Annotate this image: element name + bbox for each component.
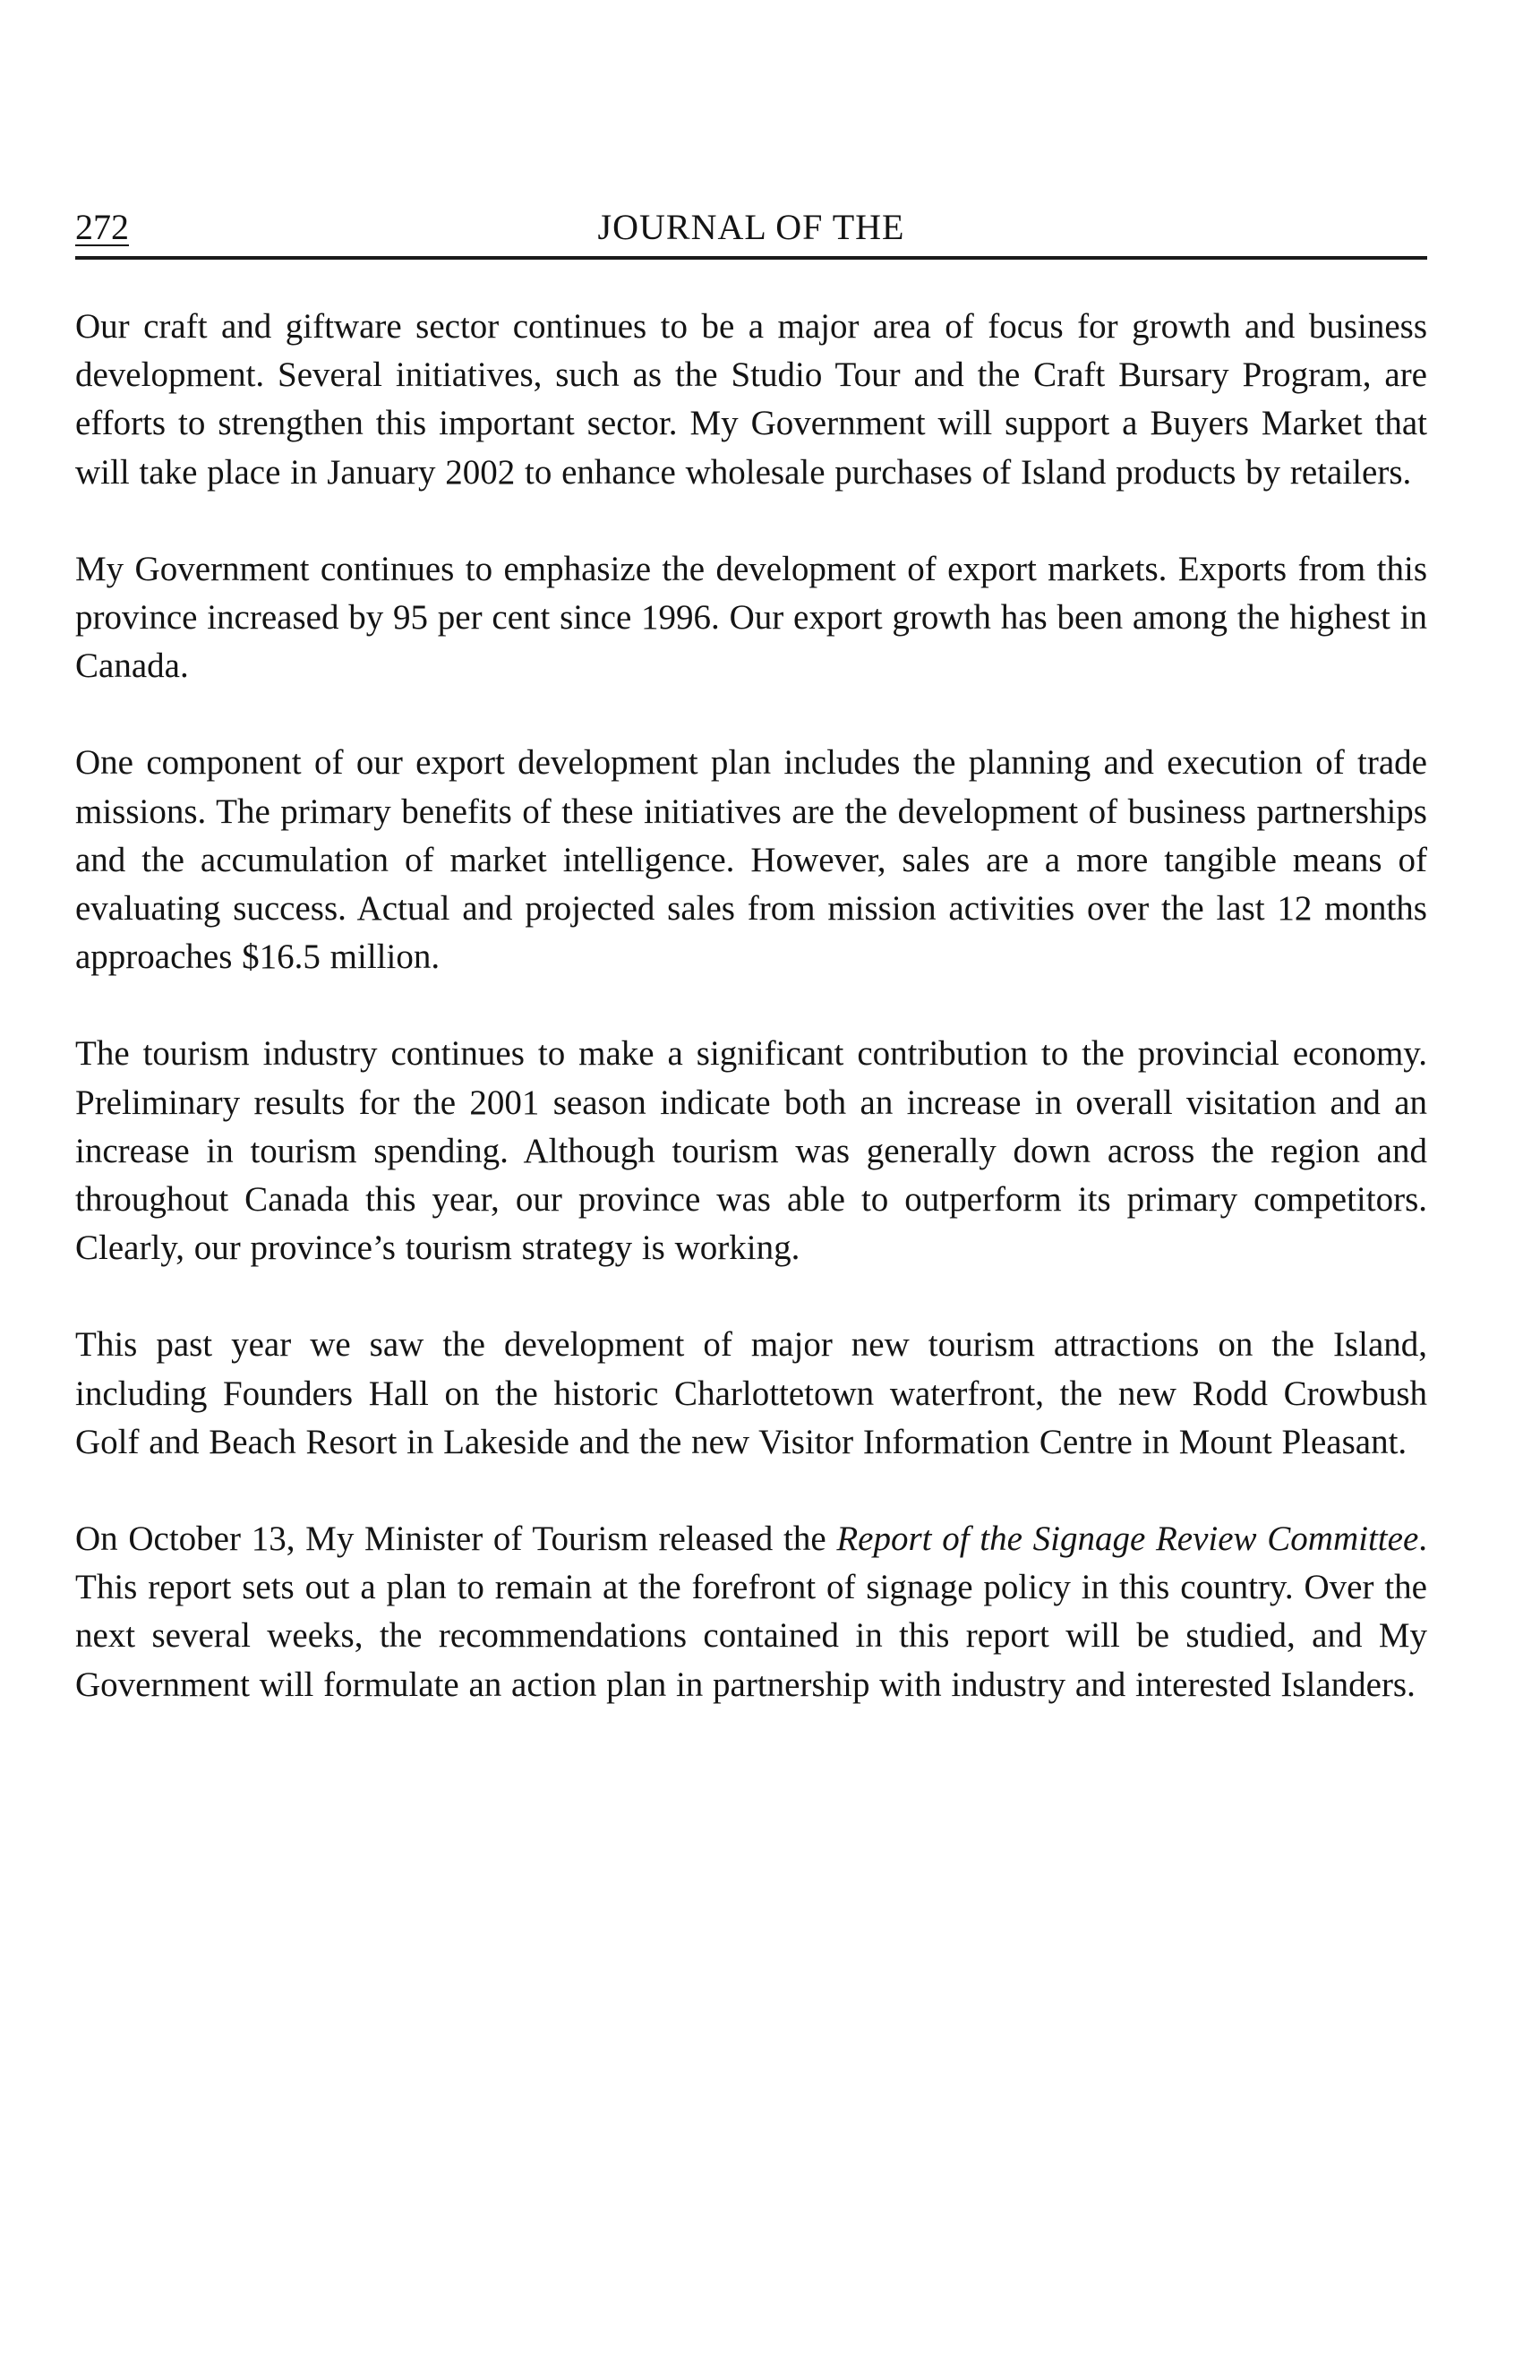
signage-text-after: . This report sets out a plan to remain at the forefront of signage policy in this country. Over the next several weeks, the recommendations contained in this report will be studied, and My Government will formulate an action plan in partnership with industry and interested Islanders.	[75, 1520, 1427, 1704]
paragraph-signage-report	[75, 1515, 1427, 1709]
signage-text-before: On October 13, My Minister of Tourism released the	[75, 1520, 837, 1559]
paragraph-trade-missions: One component of our export development plan includes the planning and execution of trade missions. The primary benefits of these initiatives are the development of business partnerships and the accumulation of market intelligence. However, sales are a more tangible means of evaluating success. Actual and projected sales from mission activities over the last 12 months approaches $16.5 million.	[75, 743, 1427, 977]
report-title: Report of the Signage Review Committee	[836, 1520, 1419, 1559]
paragraph-craft-giftware: Our craft and giftware sector continues to be a major area of focus for growth and business development. Several initiatives, such as the Studio Tour and the Craft Bursary Program, are efforts to strengthen this important sector. My Government will support a Buyers Market that will take place in January 2002 to enhance wholesale purchases of Island products by retailers.	[75, 307, 1427, 492]
paragraph-tourism-industry: The tourism industry continues to make a significant contribution to the provincial economy. Preliminary results for the 2001 season indicate both an increase in overall visitation and an increase in tourism spending. Although tourism was generally down across the region and throughout Canada this year, our province was able to outperform its primary competitors. Clearly, our province’s tourism strategy is working.	[75, 1034, 1427, 1268]
page-number: 272	[75, 207, 129, 247]
paragraph-tourism-attractions: This past year we saw the development of major new tourism attractions on the Island, including Founders Hall on the historic Charlottetown waterfront, the new Rodd Crowbush Golf and Beach Resort in Lakeside and the new Visitor Information Centre in Mount Pleasant.	[75, 1325, 1427, 1461]
journal-title: JOURNAL OF THE	[597, 207, 905, 247]
paragraph-export-markets: My Government continues to emphasize the development of export markets. Exports from this province increased by 95 per cent since 1996. Our export growth has been among the highest in Canada.	[75, 549, 1427, 686]
running-header	[75, 202, 1427, 260]
body-text	[75, 303, 1427, 1758]
